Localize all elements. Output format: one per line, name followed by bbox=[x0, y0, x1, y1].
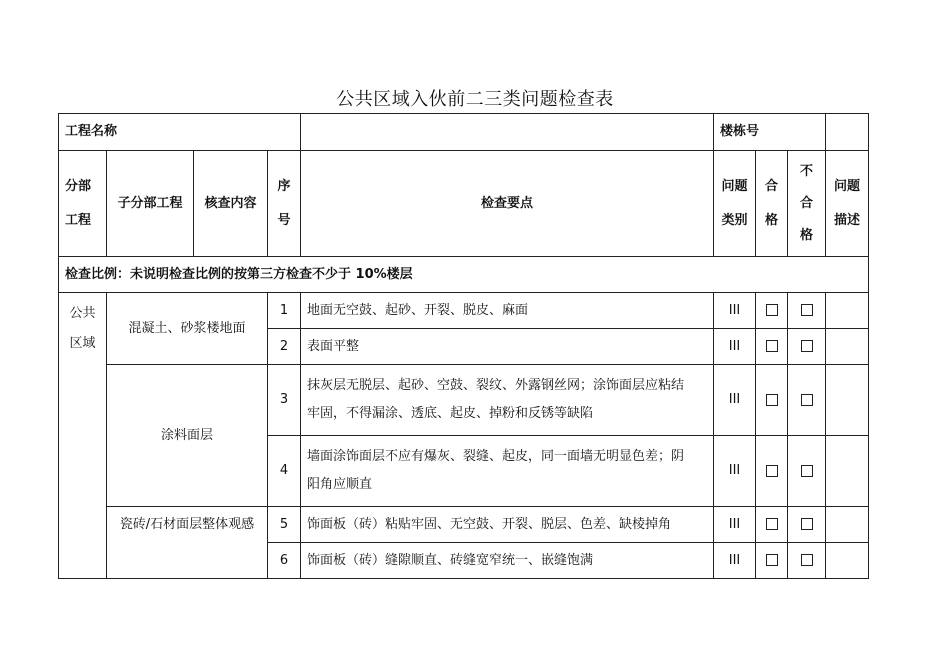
col-subdivision: 子分部工程 bbox=[107, 151, 194, 257]
row-point: 表面平整 bbox=[301, 329, 714, 365]
fail-checkbox[interactable] bbox=[788, 329, 826, 365]
group-paint-layer: 涂料面层 bbox=[107, 365, 268, 507]
row-point: 墙面涂饰面层不应有爆灰、裂缝、起皮，同一面墙无明显色差；阴 阳角应顺直 bbox=[301, 436, 714, 507]
row-category: III bbox=[714, 329, 756, 365]
checkbox-icon bbox=[801, 304, 813, 316]
row-no: 1 bbox=[268, 293, 301, 329]
pass-checkbox[interactable] bbox=[756, 365, 788, 436]
row-no: 2 bbox=[268, 329, 301, 365]
checkbox-icon bbox=[801, 554, 813, 566]
fail-checkbox[interactable] bbox=[788, 507, 826, 543]
project-row bbox=[59, 114, 869, 151]
pass-checkbox[interactable] bbox=[756, 329, 788, 365]
checkbox-icon bbox=[766, 518, 778, 530]
col-description: 问题 描述 bbox=[826, 151, 869, 257]
col-content: 核查内容 bbox=[194, 151, 268, 257]
table-row bbox=[59, 365, 869, 436]
fail-checkbox[interactable] bbox=[788, 293, 826, 329]
checkbox-icon bbox=[801, 340, 813, 352]
building-no-value[interactable] bbox=[826, 114, 869, 151]
building-no-label: 楼栋号 bbox=[714, 114, 826, 151]
inspection-table bbox=[58, 113, 869, 579]
row-description[interactable] bbox=[826, 543, 869, 579]
row-category: III bbox=[714, 507, 756, 543]
row-category: III bbox=[714, 436, 756, 507]
fail-checkbox[interactable] bbox=[788, 365, 826, 436]
row-point: 饰面板（砖）缝隙顺直、砖缝宽窄统一、嵌缝饱满 bbox=[301, 543, 714, 579]
pass-checkbox[interactable] bbox=[756, 543, 788, 579]
checkbox-icon bbox=[766, 304, 778, 316]
group-tile-stone: 瓷砖/石材面层整体观感 bbox=[107, 507, 268, 579]
pass-checkbox[interactable] bbox=[756, 436, 788, 507]
col-key-points: 检查要点 bbox=[301, 151, 714, 257]
row-description[interactable] bbox=[826, 436, 869, 507]
col-division: 分部 工程 bbox=[59, 151, 107, 257]
row-description[interactable] bbox=[826, 365, 869, 436]
fail-checkbox[interactable] bbox=[788, 436, 826, 507]
checkbox-icon bbox=[766, 340, 778, 352]
checkbox-icon bbox=[801, 394, 813, 406]
checkbox-icon bbox=[801, 518, 813, 530]
fail-checkbox[interactable] bbox=[788, 543, 826, 579]
pass-checkbox[interactable] bbox=[756, 507, 788, 543]
area-cell: 公共 区域 bbox=[59, 293, 107, 579]
table-row bbox=[59, 293, 869, 329]
col-pass: 合 格 bbox=[756, 151, 788, 257]
ratio-note: 检查比例：未说明检查比例的按第三方检查不少于 10%楼层 bbox=[59, 257, 869, 293]
row-no: 3 bbox=[268, 365, 301, 436]
row-point: 地面无空鼓、起砂、开裂、脱皮、麻面 bbox=[301, 293, 714, 329]
row-no: 4 bbox=[268, 436, 301, 507]
row-description[interactable] bbox=[826, 293, 869, 329]
column-header-row bbox=[59, 151, 869, 257]
row-no: 5 bbox=[268, 507, 301, 543]
checkbox-icon bbox=[766, 465, 778, 477]
col-seq: 序 号 bbox=[268, 151, 301, 257]
checkbox-icon bbox=[766, 554, 778, 566]
project-name-value[interactable] bbox=[301, 114, 714, 151]
pass-checkbox[interactable] bbox=[756, 293, 788, 329]
checkbox-icon bbox=[801, 465, 813, 477]
row-point: 抹灰层无脱层、起砂、空鼓、裂纹、外露钢丝网；涂饰面层应粘结 牢固，不得漏涂、透底、起皮、掉粉和反锈等缺陷 bbox=[301, 365, 714, 436]
row-description[interactable] bbox=[826, 507, 869, 543]
row-description[interactable] bbox=[826, 329, 869, 365]
page-title: 公共区域入伙前二三类问题检查表 bbox=[336, 89, 614, 110]
row-point: 饰面板（砖）粘贴牢固、无空鼓、开裂、脱层、色差、缺棱掉角 bbox=[301, 507, 714, 543]
table-row bbox=[59, 507, 869, 543]
col-category: 问题 类别 bbox=[714, 151, 756, 257]
row-category: III bbox=[714, 543, 756, 579]
col-fail: 不 合 格 bbox=[788, 151, 826, 257]
ratio-note-row bbox=[59, 257, 869, 293]
project-name-label: 工程名称 bbox=[59, 114, 301, 151]
row-no: 6 bbox=[268, 543, 301, 579]
row-category: III bbox=[714, 293, 756, 329]
group-concrete-floor: 混凝土、砂浆楼地面 bbox=[107, 293, 268, 365]
row-category: III bbox=[714, 365, 756, 436]
checkbox-icon bbox=[766, 394, 778, 406]
